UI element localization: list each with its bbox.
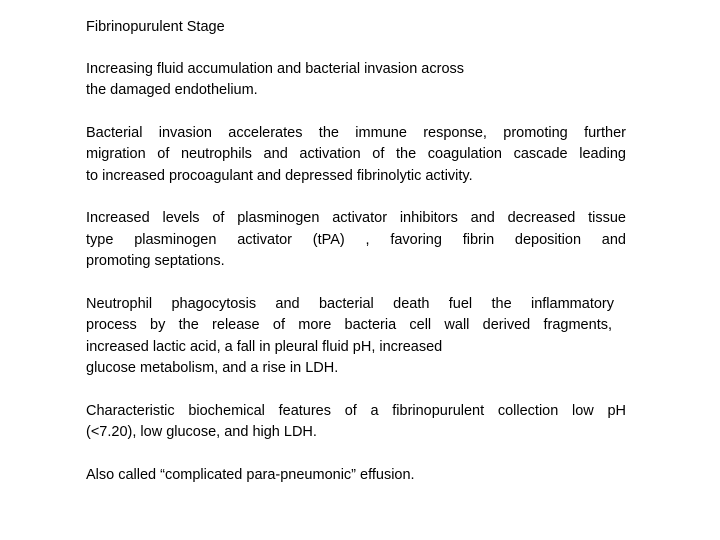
paragraph-line: Characteristic biochemical features of a fibrinopurulent collection low pH xyxy=(86,402,626,419)
paragraph-line: (<7.20), low glucose, and high LDH. xyxy=(86,424,317,440)
slide-title: Fibrinopurulent Stage xyxy=(86,19,225,35)
paragraph-line: the damaged endothelium. xyxy=(86,82,258,98)
paragraph-neutrophil xyxy=(86,294,626,380)
paragraph-line: type plasminogen activator (tPA) , favoring fibrin deposition and xyxy=(86,231,626,248)
paragraph-line: Also called “complicated para-pneumonic” effusion. xyxy=(86,466,415,483)
paragraph-line: Increased levels of plasminogen activator inhibitors and decreased tissue xyxy=(86,210,626,226)
paragraph-biochemical-features xyxy=(86,401,626,444)
slide-content xyxy=(86,17,626,507)
paragraph-also-called xyxy=(86,465,626,487)
paragraph-line: Neutrophil phagocytosis and bacterial death fuel the inflammatory xyxy=(86,295,614,312)
paragraph-line: increased lactic acid, a fall in pleural fluid pH, increased xyxy=(86,338,443,355)
paragraph-line: to increased procoagulant and depressed fibrinolytic activity. xyxy=(86,167,473,184)
paragraph-line: process by the release of more bacteria cell wall derived fragments, xyxy=(86,317,612,333)
paragraph-line: Bacterial invasion accelerates the immune response, promoting further xyxy=(86,124,626,141)
paragraph-line: migration of neutrophils and activation of the coagulation cascade leading xyxy=(86,146,626,162)
paragraph-plasminogen xyxy=(86,208,626,273)
paragraph-line: promoting septations. xyxy=(86,253,225,269)
paragraph-line: Increasing fluid accumulation and bacterial invasion across xyxy=(86,60,465,77)
paragraph-line: glucose metabolism, and a rise in LDH. xyxy=(86,360,339,376)
paragraph-immune-response xyxy=(86,123,626,188)
paragraph-fluid-accumulation xyxy=(86,59,626,102)
